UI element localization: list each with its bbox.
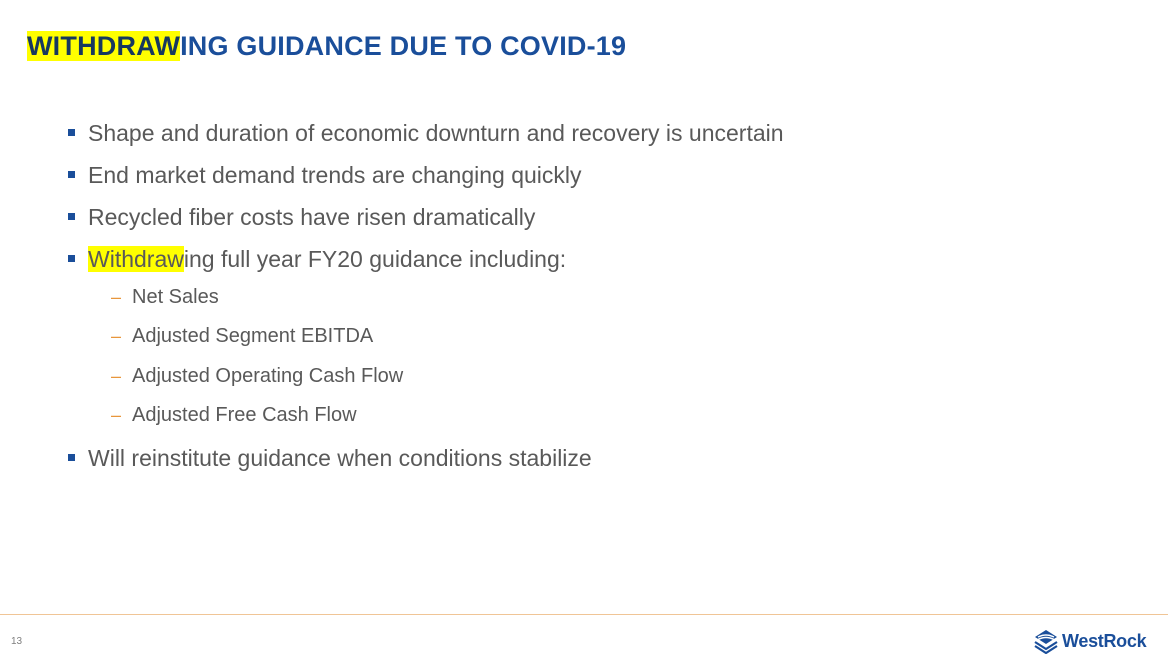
dash-icon: – [111,404,122,425]
dash-icon: – [111,365,122,386]
page-number: 13 [11,636,23,647]
sub-bullet-list [111,283,828,440]
title-rest: ING GUIDANCE DUE TO COVID-19 [180,31,627,61]
westrock-logo-icon [1033,628,1059,654]
bullet-square-icon [68,171,75,178]
bullet-text: Shape and duration of economic downturn and recovery is uncertain [88,120,784,146]
bullet-text: Will reinstitute guidance when conditions stabilize [88,445,592,472]
bullet-text: Recycled fiber costs have risen dramatically [88,204,536,230]
sub-bullet-item [111,401,828,440]
bullet-item [67,117,784,159]
bullet-item-guidance [67,243,784,285]
sub-bullet-container [67,285,784,442]
sub-bullet-text: Adjusted Segment EBITDA [132,325,374,348]
dash-icon: – [111,287,122,307]
dash-icon: – [111,326,122,347]
sub-bullet-text: Net Sales [132,286,219,308]
bullet-text: End market demand trends are changing quickly [88,162,582,188]
bullet-square-icon [68,129,75,136]
sub-bullet-text: Adjusted Operating Cash Flow [132,364,404,387]
sub-bullet-item [111,362,828,401]
sub-bullet-item [111,283,828,322]
bullet-item [67,159,784,201]
bullet-list [67,117,784,484]
bullet-square-icon [68,454,75,461]
bullet-square-icon [68,213,75,220]
westrock-logo [1033,628,1146,654]
sub-bullet-item [111,322,828,361]
sub-bullet-text: Adjusted Free Cash Flow [132,403,357,426]
bullet-highlight: Withdraw [88,246,184,272]
footer-divider [0,614,1168,615]
logo-text: WestRock [1062,630,1147,651]
title-highlight: WITHDRAW [27,31,181,61]
bullet-item [67,201,784,243]
bullet-square-icon [68,255,75,262]
bullet-text: ing full year FY20 guidance including: [183,246,567,272]
slide-title [27,31,626,62]
bullet-item-final [67,442,784,484]
